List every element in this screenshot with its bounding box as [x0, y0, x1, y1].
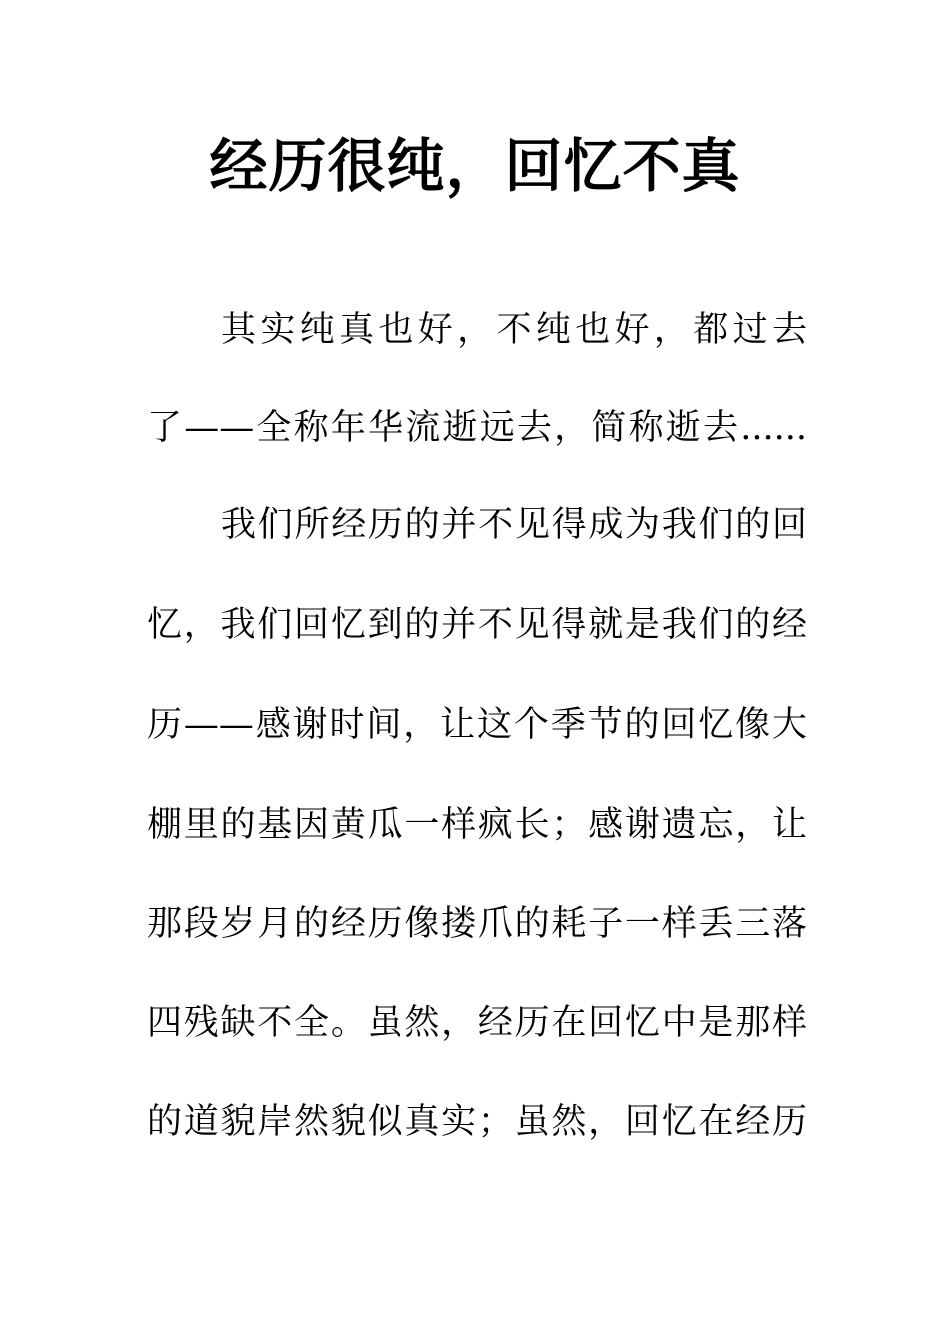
- paragraph-2-line-7: 的道貌岸然貌似真实；虽然，回忆在经历: [147, 1102, 807, 1142]
- paragraph-2-line-2: 忆，我们回忆到的并不见得就是我们的经: [147, 605, 807, 645]
- paragraph-2-line-4: 棚里的基因黄瓜一样疯长；感谢遗忘，让: [147, 805, 807, 845]
- paragraph-2-line-5: 那段岁月的经历像搂爪的耗子一样丢三落: [147, 904, 807, 944]
- paragraph-1-line-1: 其实纯真也好，不纯也好，都过去: [221, 310, 807, 350]
- paragraph-2-line-3: 历——感谢时间，让这个季节的回忆像大: [147, 705, 807, 745]
- paragraph-2-line-1: 我们所经历的并不见得成为我们的回: [221, 505, 807, 545]
- paragraph-2-line-6: 四残缺不全。虽然，经历在回忆中是那样: [147, 1003, 807, 1043]
- document-title: 经历很纯，回忆不真: [209, 132, 741, 200]
- paragraph-1-line-2: 了——全称年华流逝远去，简称逝去......: [147, 408, 807, 448]
